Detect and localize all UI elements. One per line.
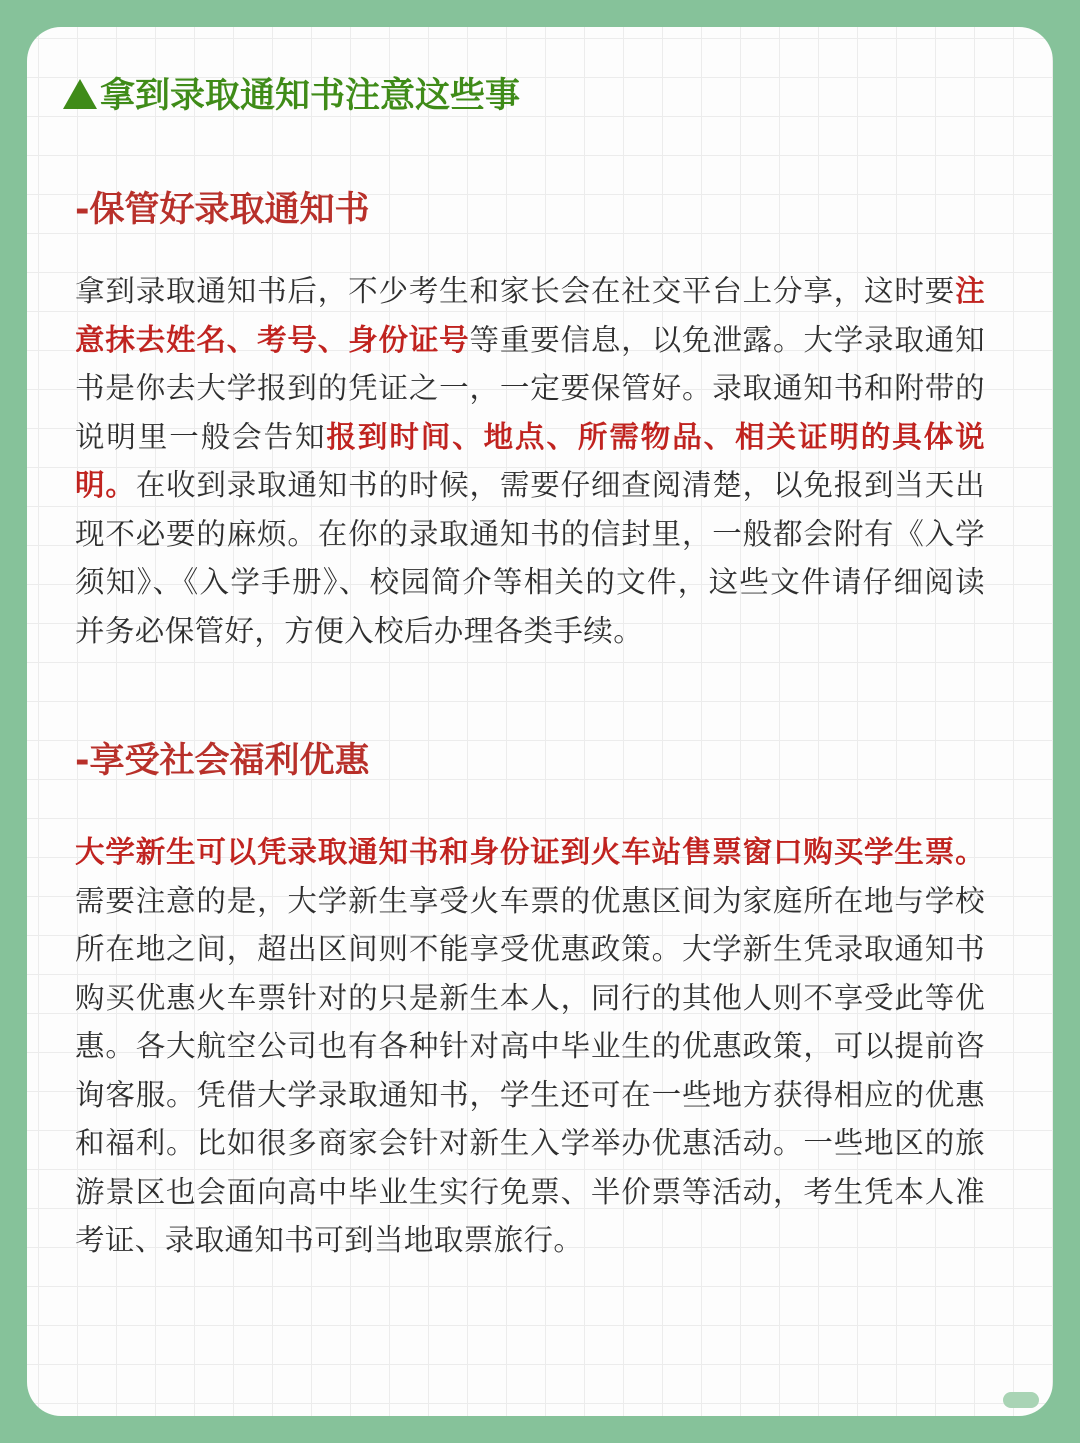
triangle-icon (63, 79, 97, 109)
paragraph-text: 等重要信息，以免泄露。大学录取通知书是你去大学报到的凭证之一，一定要保管好。录取通知书和附带的说明里一般会告知 (75, 322, 985, 454)
section-heading-keep-notice: -保管好录取通知书 (75, 190, 370, 230)
article-card (27, 27, 1053, 1416)
paragraph-text: 需要注意的是，大学新生享受火车票的优惠区间为家庭所在地与学校所在地之间，超出区间则不能享受优惠政策。大学新生凭录取通知书购买优惠火车票针对的只是新生本人，同行的其他人则不享受此等优惠。各大航空公司也有各种针对高中毕业生的优惠政策，可以提前咨询客服。凭借大学录取通知书，学生还可在一些地方获得相应的优惠和福利。比如很多商家会针对新生入学举办优惠活动。一些地区的旅游景区也会面向高中毕业生实行免票、半价票等活动，考生凭本人准考证、录取通知书可到当地取票旅行。 (75, 883, 985, 1257)
watermark-logo (1003, 1392, 1039, 1408)
page-title (63, 73, 520, 119)
highlight-text: 大学新生可以凭录取通知书和身份证到火车站售票窗口购买学生票。 (75, 835, 985, 869)
highlight-text: 注意抹去姓名、考号、身份证号 (75, 274, 985, 357)
paragraph-text: 拿到录取通知书后，不少考生和家长会在社交平台上分享，这时要 (75, 274, 956, 308)
section-paragraph-welfare (75, 828, 985, 1265)
section-paragraph-keep-notice (75, 267, 985, 655)
page-title-text: 拿到录取通知书注意这些事 (100, 76, 521, 116)
highlight-text: 报到时间、地点、所需物品、相关证明的具体说明。 (75, 419, 986, 502)
section-heading-welfare: -享受社会福利优惠 (75, 741, 370, 781)
paragraph-text: 在收到录取通知书的时候，需要仔细查阅清楚，以免报到当天出现不必要的麻烦。在你的录取通知书的信封里，一般都会附有《入学须知》、《入学手册》、校园简介等相关的文件，这些文件请仔细阅读并务必保管好，方便入校后办理各类手续。 (75, 468, 985, 648)
